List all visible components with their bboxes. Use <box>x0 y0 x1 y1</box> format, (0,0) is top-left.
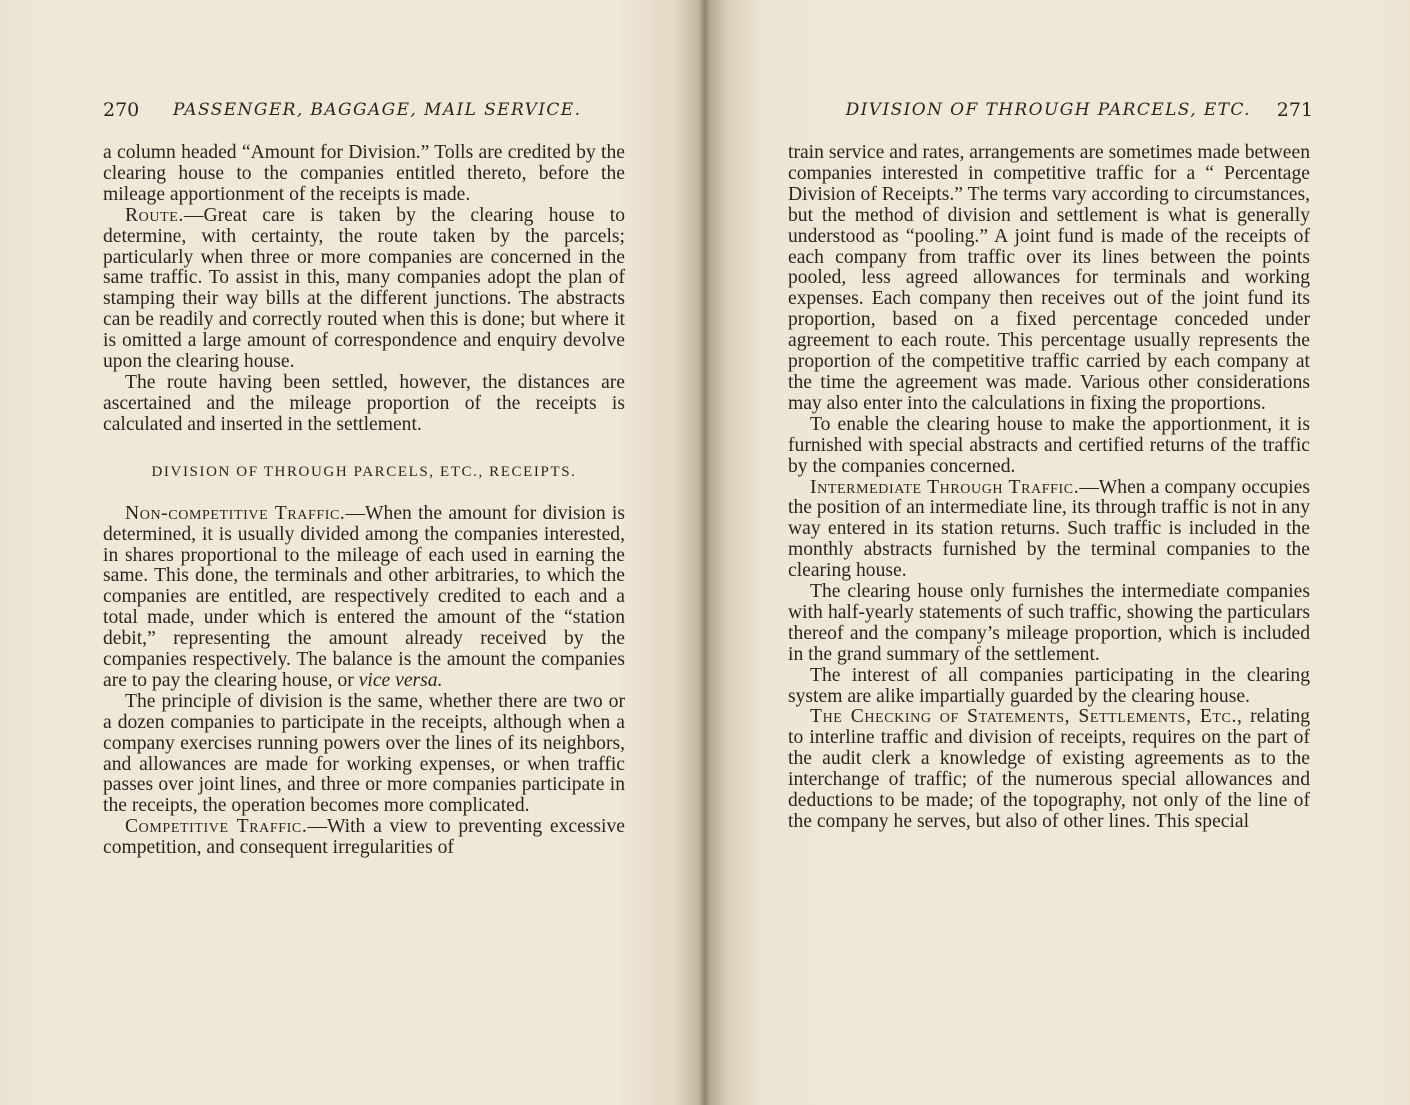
intermediate-heading: Intermediate Through Traffic. <box>810 476 1080 498</box>
left-page-header <box>103 98 625 122</box>
right-paragraph-4: The clearing house only furnishes the intermediate companies with half-yearly statements of such traffic, showing the particulars thereof and the company’s mileage proportion, which is included in the grand summary of the settlement. <box>788 581 1310 665</box>
right-paragraph-checking <box>788 707 1310 832</box>
section-heading: DIVISION OF THROUGH PARCELS, ETC., RECEIPTS. <box>151 463 577 480</box>
competitive-text: —With a view to preventing excessive competition, and consequent irregularities of <box>103 816 625 859</box>
checking-heading: The Checking of Statements, Settlements, Etc., <box>810 706 1243 728</box>
competitive-heading: Competitive Traffic. <box>125 816 308 838</box>
left-running-title: PASSENGER, BAGGAGE, MAIL SERVICE. <box>173 100 582 120</box>
left-paragraph-noncompetitive <box>103 504 625 692</box>
checking-text: relating to interline traffic and division of receipts, requires on the part of the audit clerk a knowledge of existing agreements as to the interchange of traffic; of the numerous special allowances and deductions to be made; of the topography, not only of the line of the company he serves, but also of other lines. This special <box>788 706 1310 832</box>
right-page <box>706 0 1410 1105</box>
right-page-number: 271 <box>1276 99 1313 121</box>
noncompetitive-heading: Non-competitive Traffic. <box>125 502 346 524</box>
noncompetitive-text: —When the amount for division is determined, it is usually divided among the companies interested, in shares proportional to the mileage of each used in earning the same. This done, the terminals and other arbitraries, to which the companies are entitled, are respectively credited to each and a total made, under which is entered the amount of the “station debit,” representing the amount already received by the companies respectively. The balance is the amount the companies are to pay the clearing house, or <box>103 502 625 691</box>
left-page <box>0 0 704 1105</box>
right-paragraph-intermediate <box>788 478 1310 583</box>
right-page-header <box>791 98 1313 122</box>
right-page-body <box>788 143 1310 833</box>
left-page-body <box>103 143 625 859</box>
right-paragraph-2: To enable the clearing house to make the apportionment, it is furnished with special abstracts and certified returns of the traffic by the companies concerned. <box>788 413 1310 477</box>
right-running-title: DIVISION OF THROUGH PARCELS, ETC. <box>845 100 1251 120</box>
right-paragraph-5: The interest of all companies participating in the clearing system are alike impartially guarded by the clearing house. <box>788 664 1310 707</box>
left-page-number: 270 <box>103 99 140 121</box>
left-paragraph-3: The route having been settled, however, the distances are ascertained and the mileage proportion of the receipts is calculated and inserted in the settlement. <box>103 371 625 435</box>
book-gutter <box>700 0 710 1105</box>
route-text: —Great care is taken by the clearing house to determine, with certainty, the route taken by the parcels; particularly when three or more companies are concerned in the same traffic. To assist in this, many companies adopt the plan of stamping their way bills at the different junctions. The abstracts can be readily and correctly routed when this is done; but where it is omitted a large amount of correspondence and enquiry devolve upon the clearing house. <box>103 204 625 373</box>
left-paragraph-1: a column headed “Amount for Division.” Tolls are credited by the clearing house to the companies entitled thereto, before the mileage apportionment of the receipts is made. <box>103 142 625 205</box>
intermediate-text: —When a company occupies the position of an intermediate line, its through traffic is not in any way entered in its station returns. Such traffic is included in the monthly abstracts furnished by the terminal companies to the clearing house. <box>788 476 1311 582</box>
left-paragraph-route <box>103 206 625 373</box>
left-paragraph-5: The principle of division is the same, whether there are two or a dozen companies to participate in the receipts, although when a company exercises running powers over the lines of its neighbors, and allowances are made for working expenses, or when traffic passes over joint lines, and three or more companies participate in the receipts, the operation becomes more complicated. <box>103 690 625 817</box>
route-heading: Route. <box>125 204 184 226</box>
vice-versa-text: vice versa. <box>358 669 443 691</box>
left-paragraph-competitive <box>103 817 625 859</box>
right-paragraph-1: train service and rates, arrangements are sometimes made between companies interested in competitive traffic for a “ Percentage Division of Receipts.” The terms vary according to circumstances, but the method of division and settlement is what is generally understood as “pooling.” A joint fund is made of the receipts of each company from traffic over its lines between the points pooled, less agreed allowances for terminals and working expenses. Each company then receives out of the joint fund its proportion, based on a fixed percentage conceded under agreement to each route. This percentage usually represents the proportion of the competitive traffic carried by each company at the time the agreement was made. Various other considerations may also enter into the calculations in fixing the proportions. <box>788 142 1310 414</box>
